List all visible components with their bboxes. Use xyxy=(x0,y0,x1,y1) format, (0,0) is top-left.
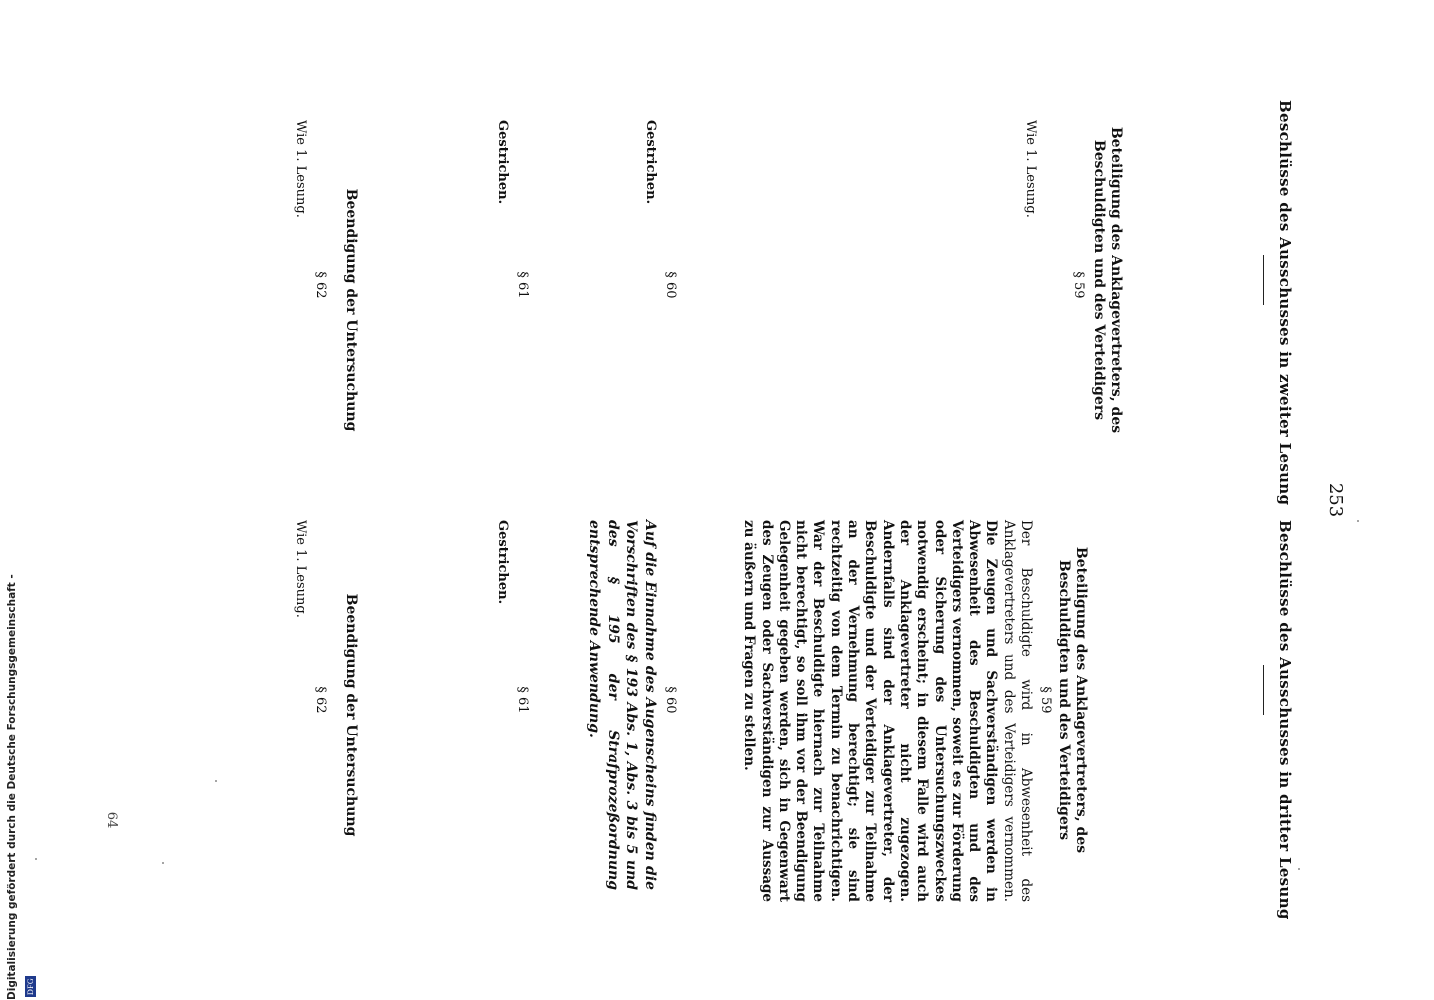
left-s61-number: § 61 xyxy=(515,271,530,299)
left-s59-title: Beteiligung des Anklagevertreters, des Beschuldigten und des Verteidigers xyxy=(1091,126,1124,434)
right-column-heading: Beschlüsse des Ausschusses in dritter Lesung xyxy=(1276,520,1294,920)
right-s59-number: § 59 xyxy=(1038,686,1053,714)
dfg-logo: DFG xyxy=(26,978,35,995)
left-s59-text: Wie 1. Lesung. xyxy=(1023,120,1038,218)
right-s60-number: § 60 xyxy=(663,686,678,714)
right-heading-rule xyxy=(1263,665,1264,715)
left-s62-title: Beendigung der Untersuchung xyxy=(343,188,359,432)
right-s61-number: § 61 xyxy=(515,686,530,714)
right-s59-paragraph: Die Zeugen und Sachverständigen werden in Abwesenheit des Beschuldigten und des Verteidigers vernommen, soweit es zur Förderung oder Sicherung des Untersuchungszweckes notwendig erscheint; in diesem Falle wird auch der Anklagevertreter nicht zugezogen. Andernfalls sind der Anklagevertreter, der Beschuldigte und der Verteidiger zur Teilnahme an der Vernehmung berechtigt; sie sind rechtzeitig von dem Termin zu benachrichtigen. War der Beschuldigte hiernach zur Teilnahme nicht berechtigt, so soll ihm vor der Beendigung Gelegenheit gegeben werden, sich in Gegenwart des Zeugen oder Sachverständigen zur Aussage zu äußern und Fragen zu stellen. xyxy=(741,520,1000,902)
page-number: 253 xyxy=(1325,482,1346,518)
left-column-heading: Beschlüsse des Ausschusses in zweiter Lesung xyxy=(1276,100,1294,506)
credit-text: Digitalisierung gefördert durch die Deutsche Forschungsgemeinschaft - xyxy=(6,574,18,1000)
scan-speck xyxy=(35,858,37,860)
left-s61-text: Gestrichen. xyxy=(495,120,510,205)
right-s59-body xyxy=(740,520,1034,902)
scan-speck xyxy=(1357,520,1359,522)
left-s60-number: § 60 xyxy=(663,271,678,299)
right-s62-number: § 62 xyxy=(313,686,328,714)
digitization-credit xyxy=(2,574,35,1000)
right-s59-lead: Der Beschuldigte wird in Abwesenheit des Anklagevertreters und des Verteidigers vernommen. xyxy=(1000,520,1034,902)
right-s61-text: Gestrichen. xyxy=(495,520,510,605)
footer-page-number: 64 xyxy=(104,811,119,829)
left-s62-number: § 62 xyxy=(313,271,328,299)
left-s60-text: Gestrichen. xyxy=(643,120,658,205)
left-s59-number: § 59 xyxy=(1071,271,1086,299)
right-s59-title: Beteiligung des Anklagevertreters, des Beschuldigten und des Verteidigers xyxy=(1056,546,1089,854)
left-heading-rule xyxy=(1263,255,1264,305)
left-s62-text: Wie 1. Lesung. xyxy=(293,120,308,218)
scan-speck xyxy=(1298,868,1300,870)
scan-speck xyxy=(162,862,164,864)
right-s62-text: Wie 1. Lesung. xyxy=(293,520,308,618)
scan-speck xyxy=(215,780,217,782)
right-s60-text: Auf die Einnahme des Augenscheins finden die Vorschriften des § 193 Abs. 1, Abs. 3 bis 5 und des § 195 der Strafprozeßordnung entsprechende Anwendung. xyxy=(586,520,658,890)
right-s62-title: Beendigung der Untersuchung xyxy=(343,593,359,837)
